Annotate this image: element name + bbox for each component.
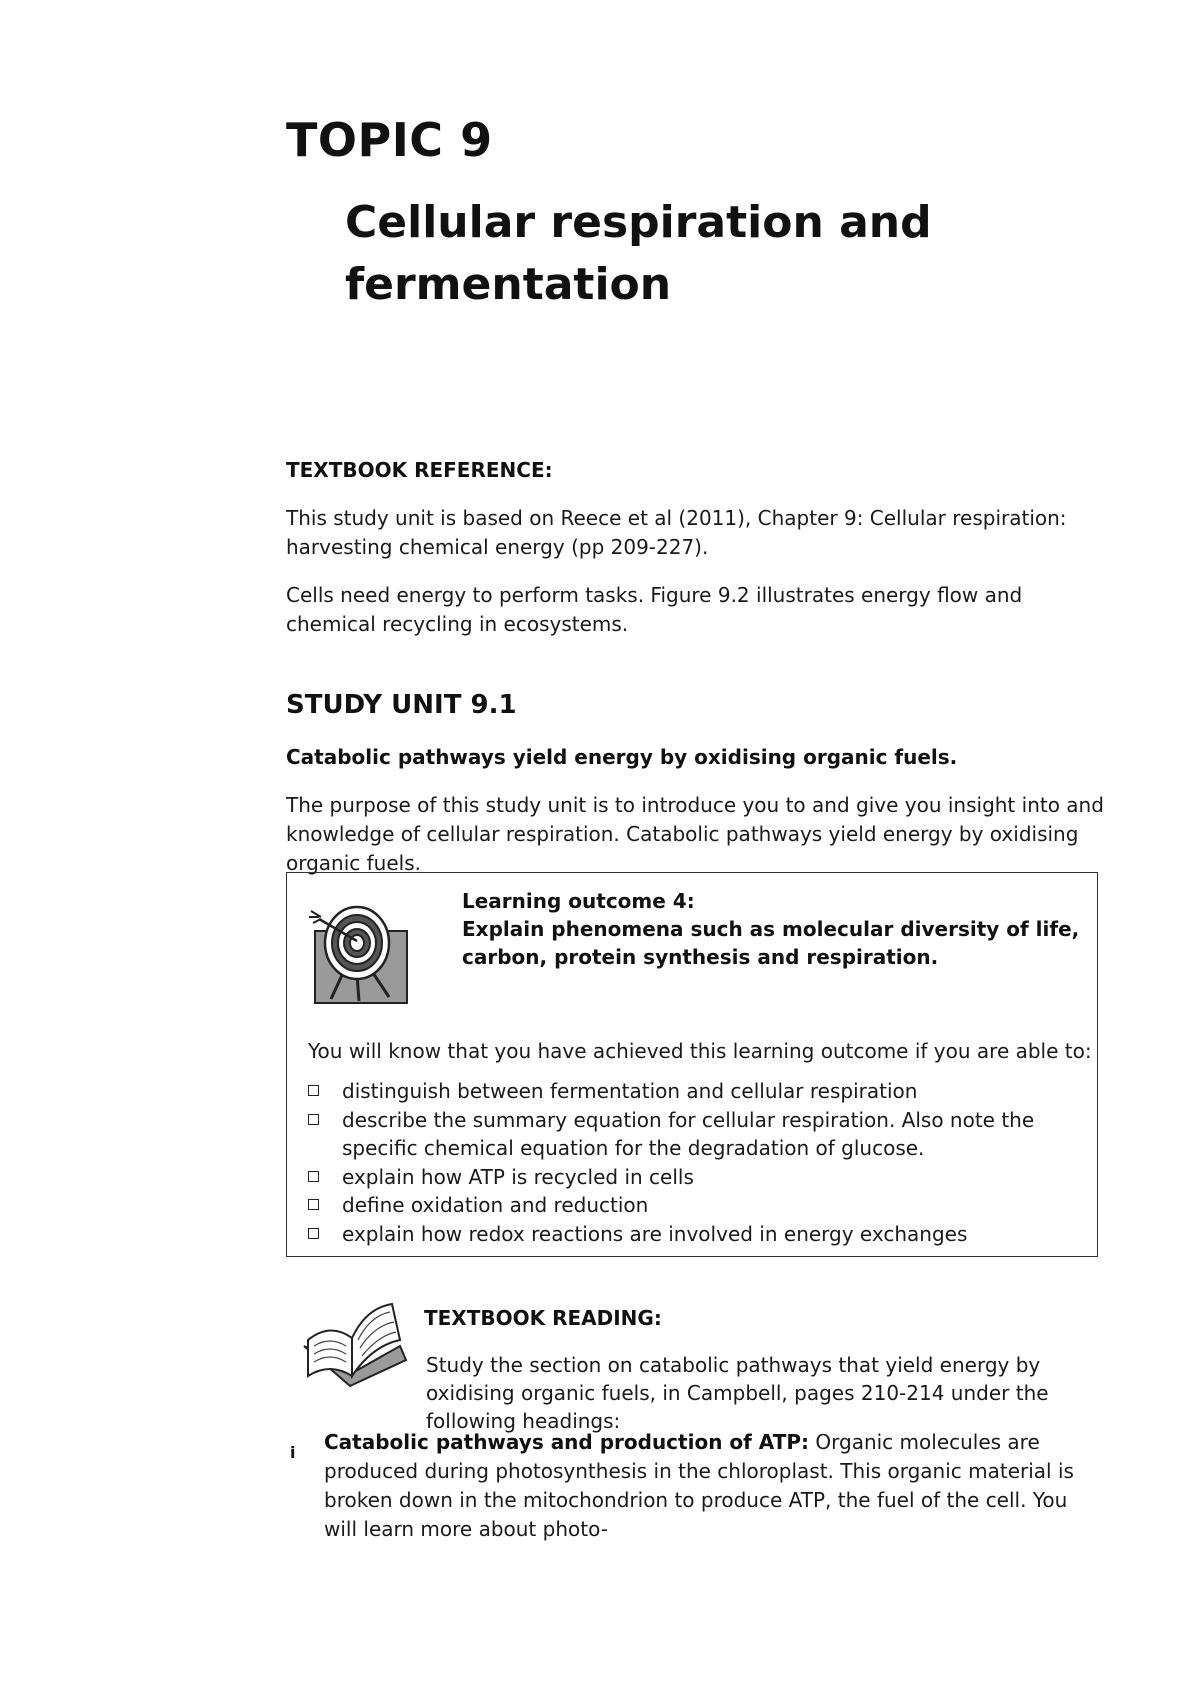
purpose-paragraph: The purpose of this study unit is to introduce you to and give you insight into and knowledge of cellular respiration. Catabolic pathways yield energy by oxidising organic fuels. [286,793,1104,875]
checklist-item-text: describe the summary equation for cellular respiration. Also note the specific chemical equation for the degradation of glucose. [342,1108,1035,1160]
checkbox-icon [308,1171,319,1182]
bullet-paragraph [324,1428,1106,1544]
bullet-term: Catabolic pathways and production of ATP: [324,1430,810,1454]
checkbox-icon [308,1114,319,1125]
checklist-item-text: distinguish between fermentation and cellular respiration [342,1079,918,1103]
checkbox-icon [308,1085,319,1096]
checkbox-icon [308,1228,319,1239]
textbook-reference-paragraph: This study unit is based on Reece et al (2011), Chapter 9: Cellular respiration: harvesting chemical energy (pp 209-227). [286,506,1067,559]
learning-outcome-title: Learning outcome 4: [462,889,695,913]
bullet-marker: i [290,1443,296,1462]
checklist-item-text: define oxidation and reduction [342,1193,649,1217]
topic-title-line-2: fermentation [345,259,672,310]
checklist-item [308,1163,1093,1191]
study-unit-subheading: Catabolic pathways yield energy by oxidising organic fuels. [286,745,958,769]
topic-title-line-1: Cellular respiration and [345,197,932,248]
textbook-reading-paragraph: Study the section on catabolic pathways that yield energy by oxidising organic fuels, in Campbell, pages 210-214 under the following headings: [426,1353,1049,1433]
checklist-item [308,1106,1093,1162]
checklist-item [308,1077,1093,1105]
study-unit-heading: STUDY UNIT 9.1 [286,690,517,720]
topic-label: TOPIC 9 [286,113,493,167]
learning-outcome-description: Explain phenomena such as molecular diversity of life, carbon, protein synthesis and respiration. [462,917,1080,969]
energy-flow-paragraph: Cells need energy to perform tasks. Figure 9.2 illustrates energy flow and chemical recycling in ecosystems. [286,583,1023,636]
checklist-item [308,1220,1093,1248]
target-dart-icon [305,893,417,1005]
open-book-icon [300,1300,410,1390]
checklist-item-text: explain how ATP is recycled in cells [342,1165,694,1189]
checklist-item [308,1191,1093,1219]
textbook-reading-heading: TEXTBOOK READING: [424,1306,662,1330]
checkbox-icon [308,1199,319,1210]
checklist-item-text: explain how redox reactions are involved in energy exchanges [342,1222,968,1246]
learning-outcome-intro: You will know that you have achieved this learning outcome if you are able to: [308,1039,1092,1063]
textbook-reference-heading: TEXTBOOK REFERENCE: [286,458,553,482]
bullet-text: Organic molecules are produced during photosynthesis in the chloroplast. This organic material is broken down in the mitochondrion to produce ATP, the fuel of the cell. You will learn more about photo- [324,1430,1074,1541]
